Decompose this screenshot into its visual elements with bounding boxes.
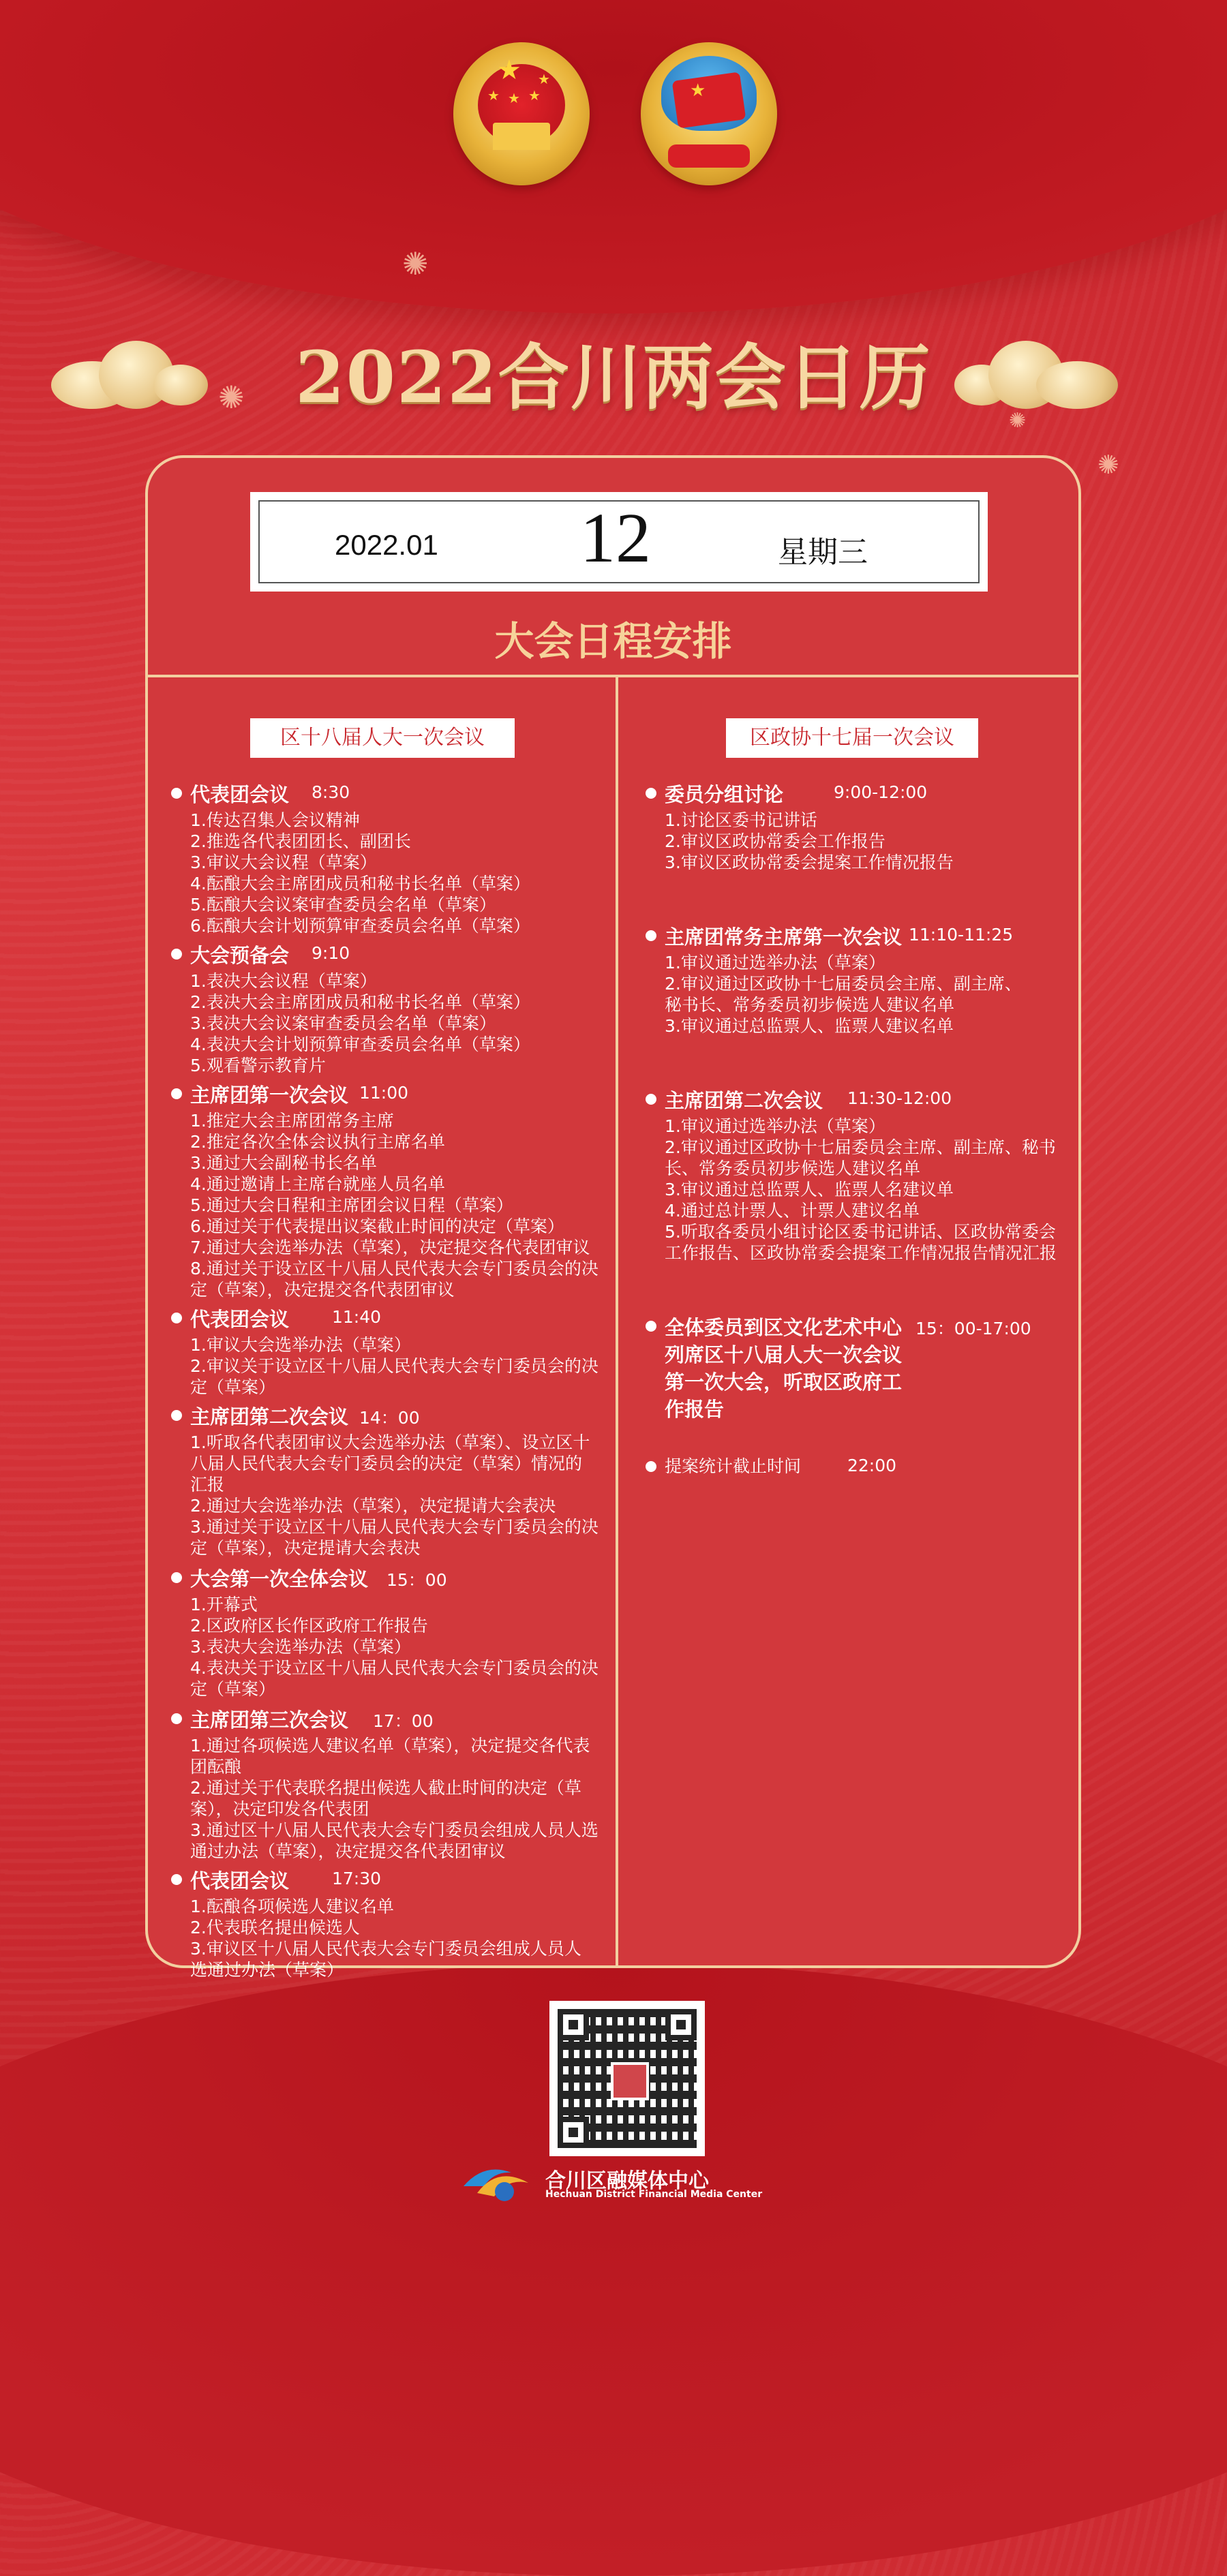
qr-code[interactable] [549,2001,705,2156]
agenda-line: 2.通过大会选举办法（草案），决定提请大会表决 [190,1496,556,1516]
session-header [162,1304,616,1334]
bullet-icon [171,949,182,960]
bullet-icon [646,1321,656,1332]
bullet-icon [171,788,182,799]
media-center-logo-icon [457,2159,539,2213]
session-item [148,1304,616,1398]
divider [148,675,1078,677]
cppcc-heading: 区政协十七届一次会议 [726,718,978,758]
top-banner-wave [0,0,1227,313]
agenda-line: 3.审议区十八届人民代表大会专门委员会组成人员人 [190,1939,581,1959]
session-header [162,1564,616,1594]
firework-decoration: ✺ [402,245,429,282]
session-time: 11:00 [359,1083,409,1103]
firework-decoration: ✺ [1009,409,1027,433]
session-time: 11:10-11:25 [909,925,1014,945]
session-name: 第一次大会，听取区政府工 [665,1370,903,1394]
agenda-line: 1.通过各项候选人建议名单（草案），决定提交各代表 [190,1736,590,1755]
agenda-line: 4.通过邀请上主席台就座人员名单 [190,1174,445,1194]
agenda-line: 3.表决大会议案审查委员会名单（草案） [190,1013,496,1033]
session-name: 主席团第三次会议 [190,1708,349,1732]
agenda-line: 7.通过大会选举办法（草案），决定提交各代表团审议 [190,1238,590,1257]
session-item [618,780,1081,873]
session-header [636,780,1081,810]
agenda-line: 4.通过总计票人、计票人建议名单 [665,1201,920,1221]
session-time: 11:30-12:00 [847,1088,952,1108]
agenda-line: 2.审议区政协常委会工作报告 [665,831,885,851]
session-name: 全体委员到区文化艺术中心 [665,1316,903,1339]
agenda-line: 2.推选各代表团团长、副团长 [190,831,411,851]
media-center-subtitle: Hechuan District Financial Media Center [545,2189,763,2200]
session-time: 9:00-12:00 [834,782,928,802]
agenda-line: 汇报 [190,1475,225,1494]
agenda-line: 1.听取各代表团审议大会选举办法（草案）、设立区十 [190,1432,590,1452]
agenda-line: 案），决定印发各代表团 [190,1799,369,1819]
session-item [148,1402,616,1559]
session-item [618,1453,1081,1483]
agenda-line: 4.表决关于设立区十八届人民代表大会专门委员会的决 [190,1658,599,1678]
session-item-list [190,1110,616,1300]
agenda-line: 1.审议通过选举办法（草案） [665,1116,885,1136]
agenda-line: 秘书长、常务委员初步候选人建议名单 [665,995,955,1015]
agenda-line: 长、常务委员初步候选人建议名单 [665,1159,921,1178]
session-time: 15：00-17:00 [915,1319,1031,1338]
agenda-line: 团酝酿 [190,1757,242,1777]
agenda-line: 2.表决大会主席团成员和秘书长名单（草案） [190,992,530,1012]
date-day: 12 [580,499,651,577]
agenda-line: 选通过办法（草案） [190,1960,344,1980]
agenda-line: 5.通过大会日程和主席团会议日程（草案） [190,1195,513,1215]
agenda-line: 2.区政府区长作区政府工作报告 [190,1616,428,1636]
session-name: 主席团常务主席第一次会议 [665,925,903,949]
date-weekday: 星期三 [778,535,868,570]
session-time: 9:10 [312,943,350,963]
session-item-list [190,1594,616,1700]
session-header [162,1402,616,1432]
cppcc-session-list [618,780,1081,1487]
session-item-list [190,1432,616,1559]
agenda-line: 3.通过区十八届人民代表大会专门委员会组成人员人选 [190,1820,599,1840]
agenda-line: 3.审议大会议程（草案） [190,853,377,872]
session-item [618,1313,1081,1426]
agenda-line: 1.讨论区委书记讲话 [665,810,817,830]
agenda-line: 八届人民代表大会专门委员会的决定（草案）情况的 [190,1454,583,1473]
npc-session-list [148,780,616,1984]
session-item-list [665,1116,1081,1263]
session-time: 14：00 [359,1408,420,1428]
session-header [636,1453,1081,1483]
agenda-line: 6.通过关于代表提出议案截止时间的决定（草案） [190,1216,564,1236]
bullet-icon [646,1461,656,1472]
agenda-line: 1.传达召集人会议精神 [190,810,360,830]
session-header [162,940,616,970]
qr-finder [558,2117,589,2148]
page-title: 2022合川两会日历 [295,335,932,419]
session-name: 大会预备会 [190,944,290,967]
session-item [148,1564,616,1700]
agenda-line: 定（草案），决定提请大会表决 [190,1538,421,1558]
agenda-line: 4.表决大会计划预算审查委员会名单（草案） [190,1034,530,1054]
qr-finder [558,2009,589,2040]
session-item-list [190,810,616,936]
session-name: 代表团会议 [190,1869,290,1892]
session-item-list [665,952,1081,1037]
national-emblem-icon: ★ ★ ★ ★ ★ [453,42,590,185]
agenda-line: 5.观看警示教育片 [190,1056,326,1075]
npc-heading: 区十八届人大一次会议 [250,718,515,758]
session-name: 主席团第一次会议 [190,1084,349,1107]
media-center-name: 合川区融媒体中心 [545,2169,709,2193]
bullet-icon [171,1088,182,1099]
session-item-list [190,1735,616,1862]
agenda-line: 2.推定各次全体会议执行主席名单 [190,1132,445,1152]
agenda-line: 工作报告、区政协常委会提案工作情况报告情况汇报 [665,1243,1057,1263]
session-time: 15：00 [387,1570,447,1590]
session-time: 11:40 [332,1307,382,1327]
session-item [148,780,616,936]
session-item [148,1080,616,1300]
session-item-list [190,970,616,1076]
agenda-line: 定（草案） [190,1377,276,1397]
session-name: 主席团第二次会议 [665,1089,823,1112]
agenda-line: 1.表决大会议程（草案） [190,971,377,991]
session-header [162,780,616,810]
session-time: 17:30 [332,1869,382,1888]
agenda-line: 2.通过关于代表联名提出候选人截止时间的决定（草 [190,1778,581,1798]
session-item-list [190,1896,616,1980]
session-name: 主席团第二次会议 [190,1405,349,1428]
agenda-line: 2.代表联名提出候选人 [190,1918,360,1937]
agenda-line: 6.酝酿大会计划预算审查委员会名单（草案） [190,916,530,936]
session-item-list [665,810,1081,873]
qr-pattern [558,2009,697,2148]
session-header [636,1313,1081,1426]
agenda-line: 5.酝酿大会议案审查委员会名单（草案） [190,895,496,915]
agenda-line: 1.审议大会选举办法（草案） [190,1335,411,1355]
qr-center-logo [611,2062,649,2100]
session-item [148,1866,616,1980]
session-header [162,1705,616,1735]
session-header [162,1080,616,1110]
session-name: 列席区十八届人大一次会议 [665,1343,903,1366]
bullet-icon [171,1572,182,1583]
session-item [148,940,616,1076]
session-item [618,1086,1081,1263]
firework-decoration: ✺ [218,379,245,416]
session-item [618,922,1081,1037]
bullet-icon [171,1313,182,1323]
session-header [162,1866,616,1896]
session-name: 大会第一次全体会议 [190,1567,369,1591]
agenda-line: 5.听取各委员小组讨论区委书记讲话、区政协常委会 [665,1222,1056,1242]
session-name: 代表团会议 [190,1308,290,1331]
session-item [148,1705,616,1862]
agenda-line: 1.推定大会主席团常务主席 [190,1111,394,1131]
agenda-line: 3.表决大会选举办法（草案） [190,1637,411,1657]
session-name: 代表团会议 [190,783,290,806]
agenda-line: 8.通过关于设立区十八届人民代表大会专门委员会的决 [190,1259,599,1278]
agenda-line: 2.审议通过区政协十七届委员会主席、副主席、秘书 [665,1137,1056,1157]
schedule-panel [145,455,1081,1980]
agenda-title: 大会日程安排 [494,618,732,664]
agenda-line: 1.开幕式 [190,1595,258,1614]
session-time: 22:00 [847,1456,897,1475]
agenda-line: 2.审议通过区政协十七届委员会主席、副主席、 [665,974,1022,994]
agenda-line: 1.审议通过选举办法（草案） [665,953,885,972]
agenda-line: 通过办法（草案），决定提交各代表团审议 [190,1841,506,1861]
agenda-line: 2.审议关于设立区十八届人民代表大会专门委员会的决 [190,1356,599,1376]
session-item-list [190,1334,616,1398]
agenda-line: 3.审议通过总监票人、监票人建议名单 [665,1016,954,1036]
agenda-line: 3.审议通过总监票人、监票人名建议单 [665,1180,954,1199]
bullet-icon [646,930,656,941]
agenda-line: 3.审议区政协常委会提案工作情况报告 [665,853,954,872]
bullet-icon [171,1410,182,1421]
session-name: 提案统计截止时间 [665,1456,802,1476]
agenda-line: 3.通过大会副秘书长名单 [190,1153,377,1173]
bullet-icon [646,1094,656,1105]
session-header [636,922,1081,952]
agenda-line: 定（草案） [190,1679,276,1699]
bullet-icon [646,788,656,799]
session-name: 作报告 [665,1398,725,1421]
bullet-icon [171,1713,182,1724]
bullet-icon [171,1874,182,1885]
session-time: 17：00 [373,1711,434,1731]
cppcc-emblem-icon: ★ [641,42,777,185]
agenda-line: 定（草案），决定提交各代表团审议 [190,1280,455,1300]
agenda-line: 1.酝酿各项候选人建议名单 [190,1897,394,1916]
agenda-line: 4.酝酿大会主席团成员和秘书长名单（草案） [190,874,530,893]
session-header [636,1086,1081,1116]
session-name: 委员分组讨论 [665,783,784,806]
date-year-month: 2022.01 [335,529,438,561]
firework-decoration: ✺ [1097,450,1119,480]
session-time: 8:30 [312,782,350,802]
date-box [250,492,988,592]
qr-finder [665,2009,697,2040]
agenda-line: 3.通过关于设立区十八届人民代表大会专门委员会的决 [190,1517,599,1537]
